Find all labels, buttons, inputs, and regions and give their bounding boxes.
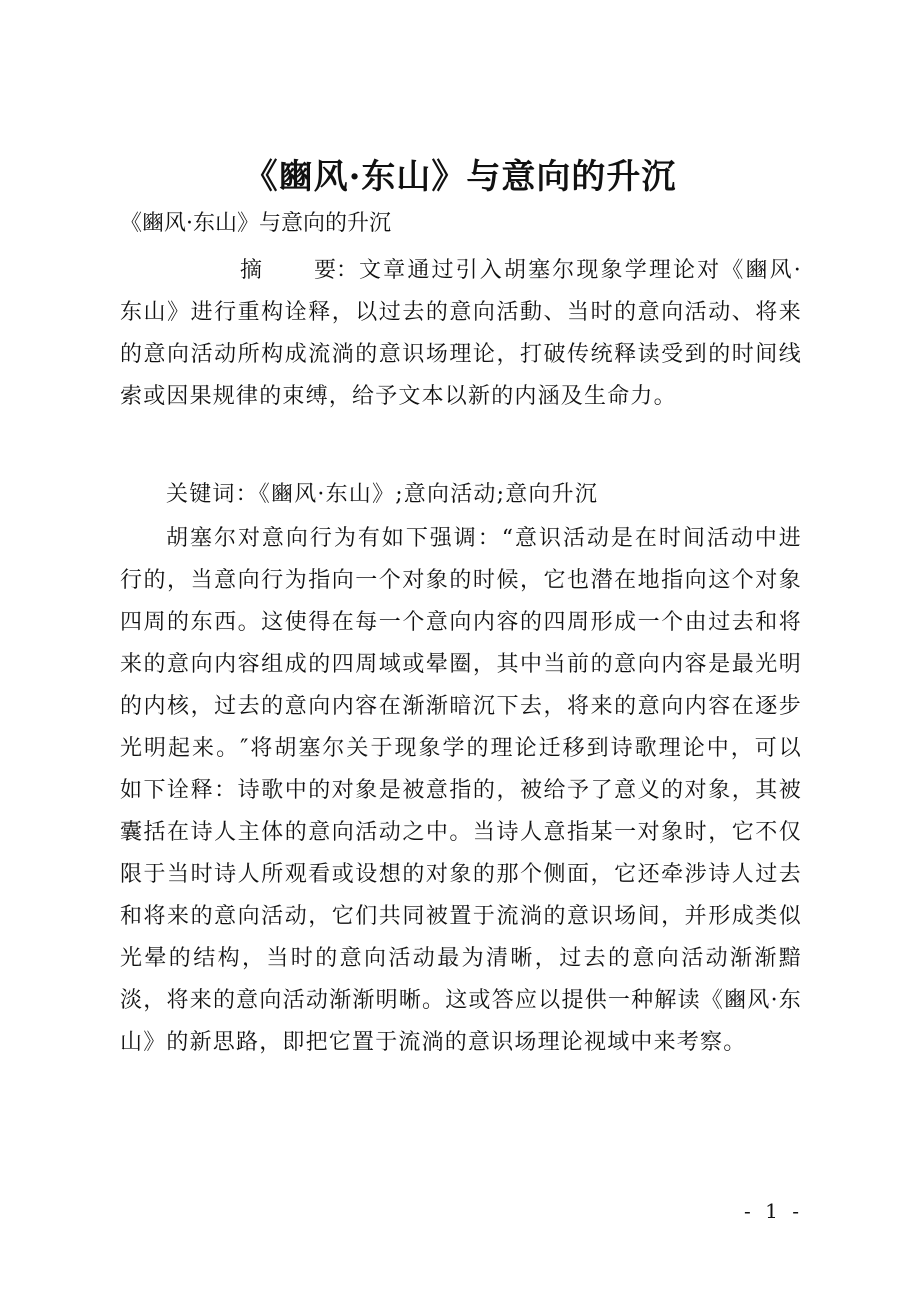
document-subtitle: 《豳风·东山》与意向的升沉 xyxy=(120,211,391,236)
keywords-line: 关键词：《豳风·东山》;意向活动;意向升沉 xyxy=(166,482,599,507)
abstract-label-colon: ： xyxy=(336,258,359,283)
abstract-label-second: 要 xyxy=(314,258,337,283)
document-title: 《豳风·东山》与意向的升沉 xyxy=(243,157,677,197)
body-paragraph: 胡塞尔对意向行为有如下强调：“意识活动是在时间活动中进行的，当意向行为指向一个对象的时候，它也潜在地指向这个对象四周的东西。这使得在每一个意向内容的四周形成一个由过去和将来的意向内容组成的四周域或晕圈，其中当前的意向内容是最光明的内核，过去的意向内容在渐渐暗沉下去，将来的意向内容在逐步光明起来。″将胡塞尔关于现象学的理论迁移到诗歌理论中，可以如下诠释：诗歌中的对象是被意指的，被给予了意义的对象，其被囊括在诗人主体的意向活动之中。当诗人意指某一对象时，它不仅限于当时诗人所观看或设想的对象的那个侧面，它还牵涉诗人过去和将来的意向活动，它们共同被置于流淌的意识场间，并形成类似光晕的结构，当时的意向活动最为清晰，过去的意向活动渐渐黯淡，将来的意向活动渐渐明晰。这或答应以提供一种解读《豳风·东山》的新思路，即把它置于流淌的意识场理论视域中来考察。 xyxy=(120,526,802,1055)
abstract-text: 文章通过引入胡塞尔现象学理论对《豳风·东山》进行重构诠释，以过去的意向活動、当时的意向活动、将来的意向活动所构成流淌的意识场理论，打破传统释读受到的时间线索或因果规律的束缚，给予文本以新的内涵及生命力。 xyxy=(120,258,802,409)
abstract-label xyxy=(240,250,358,292)
abstract-paragraph xyxy=(120,250,802,418)
page-number: - 1 - xyxy=(744,1199,803,1223)
abstract-label-first: 摘 xyxy=(240,258,263,283)
